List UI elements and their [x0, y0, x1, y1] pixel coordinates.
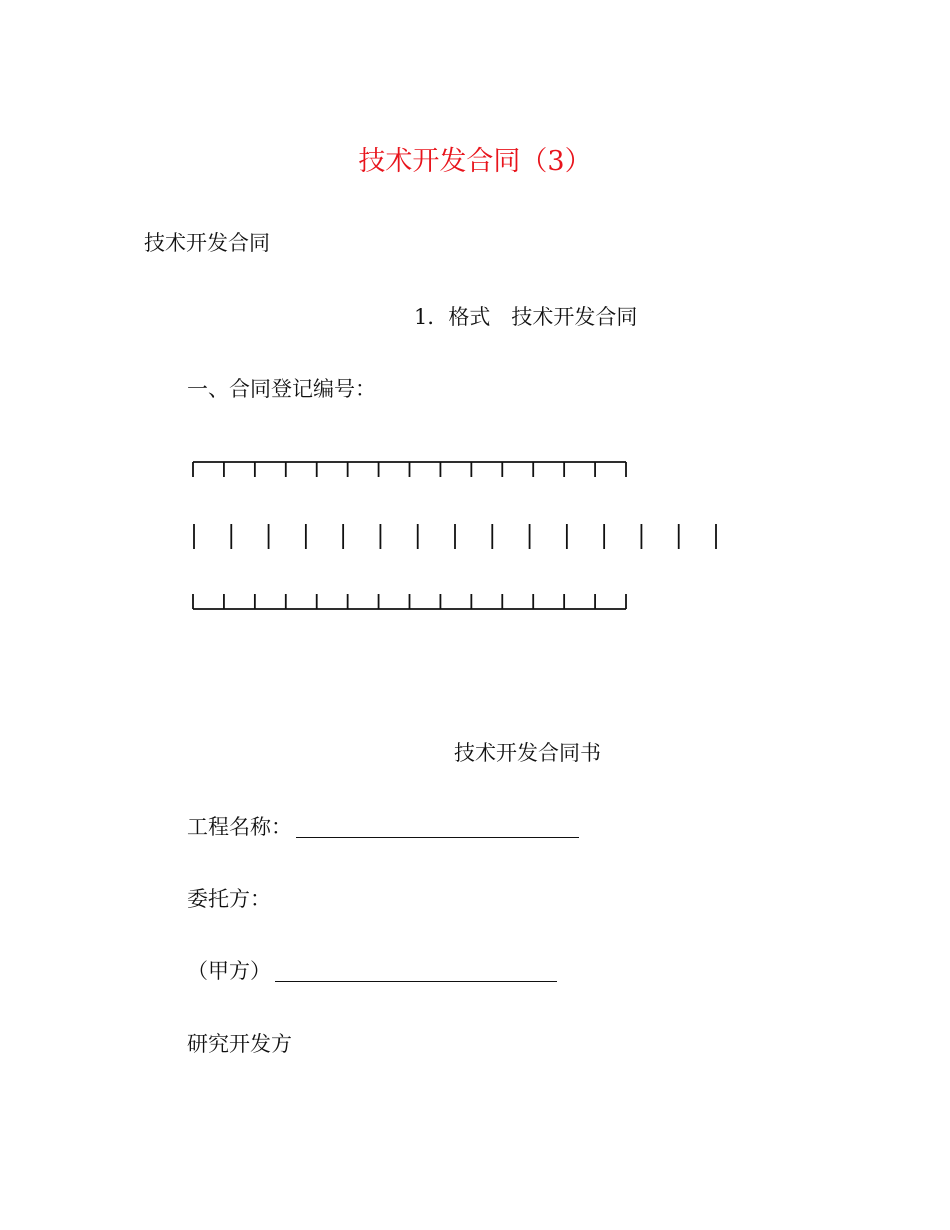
party-a-label: （甲方）	[187, 959, 271, 983]
project-name-label: 工程名称：	[187, 815, 292, 839]
party-a-row	[187, 961, 557, 982]
format-line: 1．格式 技术开发合同	[414, 305, 638, 329]
registration-box-cells	[192, 523, 722, 551]
project-name-row	[187, 817, 579, 838]
section-title: 技术开发合同书	[454, 741, 601, 765]
document-subtitle: 技术开发合同	[144, 231, 270, 255]
client-label: 委托方：	[187, 887, 271, 911]
registration-box-top	[192, 460, 632, 476]
registration-box-bottom	[192, 594, 632, 610]
document-title: 技术开发合同（3）	[358, 146, 592, 177]
project-name-field[interactable]	[296, 819, 579, 838]
party-a-field[interactable]	[275, 963, 557, 982]
registration-number-label: 一、合同登记编号：	[187, 377, 376, 401]
developer-label: 研究开发方	[187, 1032, 292, 1056]
